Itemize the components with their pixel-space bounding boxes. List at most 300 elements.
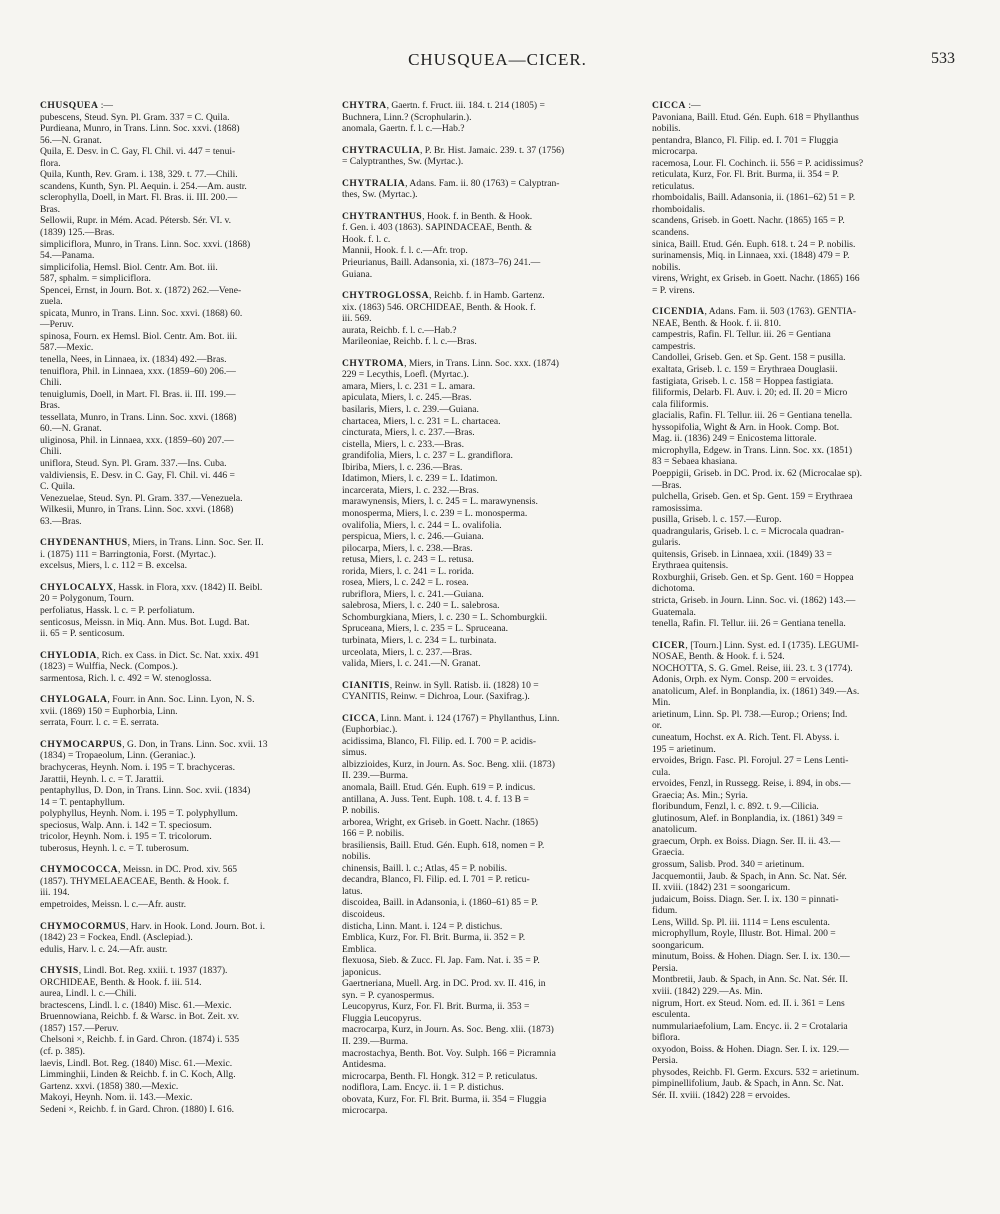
dictionary-entry bbox=[40, 694, 330, 729]
entry-citation: , Reichb. f. in Hamb. Gartenz. bbox=[429, 290, 545, 302]
entry-line: Spencei, Ernst, in Journ. Bot. x. (1872) 262.—Vene- bbox=[40, 284, 242, 296]
entry-line: anatolicum. bbox=[652, 824, 698, 836]
entry-line: senticosus, Meissn. in Miq. Ann. Mus. Bot. Lugd. Bat. bbox=[40, 616, 250, 628]
entry-line: sarmentosa, Rich. l. c. 492 = W. stenoglossa. bbox=[40, 672, 212, 684]
entry-line: quitensis, Griseb. in Linnaea, xxii. (1849) 33 = bbox=[652, 548, 832, 560]
entry-line: microcarpa, Benth. Fl. Hongk. 312 = P. reticulatus. bbox=[342, 1070, 538, 1082]
entry-line: II. 239.—Burma. bbox=[342, 770, 409, 782]
dictionary-entry bbox=[342, 358, 637, 670]
entry-line: decandra, Blanco, Fl. Filip. ed. I. 701 = P. reticu- bbox=[342, 874, 530, 886]
entry-line: uniflora, Steud. Syn. Pl. Gram. 337.—Ins. Cuba. bbox=[40, 457, 227, 469]
entry-line: tuberosus, Heynh. l. c. = T. tuberosum. bbox=[40, 842, 189, 854]
entry-heading-line bbox=[342, 358, 637, 370]
dictionary-entry bbox=[40, 582, 330, 640]
entry-line: iii. 569. bbox=[342, 313, 372, 325]
entry-line: 195 = arietinum. bbox=[652, 743, 716, 755]
entry-line: tessellata, Munro, in Trans. Linn. Soc. xxvi. (1868) bbox=[40, 411, 237, 423]
entry-line: cuneatum, Hochst. ex A. Rich. Tent. Fl. Abyss. i. bbox=[652, 731, 840, 743]
entry-line: tenella, Nees, in Linnaea, ix. (1834) 492.—Bras. bbox=[40, 354, 227, 366]
entry-line: syn. = P. cyanospermus. bbox=[342, 989, 435, 1001]
entry-line: rosea, Miers, l. c. 242 = L. rosea. bbox=[342, 577, 469, 589]
entry-line: Prieurianus, Baill. Adansonia, xi. (1873–76) 241.— bbox=[342, 257, 541, 269]
entry-line: brachyceras, Heynh. Nom. i. 195 = T. brachyceras. bbox=[40, 761, 235, 773]
entry-line: amara, Miers, l. c. 231 = L. amara. bbox=[342, 380, 476, 392]
entry-line: Sedeni ×, Reichb. f. in Gard. Chron. (1880) I. 616. bbox=[40, 1103, 235, 1115]
dictionary-entry bbox=[342, 713, 637, 1117]
entry-heading-line bbox=[342, 100, 637, 112]
entry-line: (1842) 23 = Fockea, Endl. (Asclepiad.). bbox=[40, 932, 193, 944]
entry-line: i. (1875) 111 = Barringtonia, Forst. (Myrtac.). bbox=[40, 548, 217, 560]
entry-line: glacialis, Rafin. Fl. Tellur. iii. 26 = Gentiana tenella. bbox=[652, 410, 853, 422]
genus-headword: CHYMOCORMUS bbox=[40, 920, 126, 932]
entry-line: nobilis. bbox=[342, 851, 371, 863]
entry-line: grandifolia, Miers, l. c. 237 = L. grandiflora. bbox=[342, 450, 513, 462]
entry-citation: :— bbox=[100, 100, 114, 111]
entry-citation: , Hook. f. in Benth. & Hook. bbox=[422, 210, 533, 222]
entry-line: tenella, Rafin. Fl. Tellur. iii. 26 = Gentiana tenella. bbox=[652, 618, 846, 630]
entry-line: xviii. (1842) 229.—As. Min. bbox=[652, 986, 763, 998]
dictionary-entry bbox=[342, 680, 637, 703]
entry-line: Fluggia Leucopyrus. bbox=[342, 1012, 422, 1024]
running-header bbox=[40, 50, 955, 74]
entry-line: simplicifolia, Hemsl. Biol. Centr. Am. Bot. iii. bbox=[40, 261, 218, 273]
entry-line: macrostachya, Benth. Bot. Voy. Sulph. 166 = Picramnia bbox=[342, 1047, 556, 1059]
entry-line: spicata, Munro, in Trans. Linn. Soc. xxvi. (1868) 60. bbox=[40, 307, 243, 319]
entry-heading-line bbox=[40, 864, 330, 876]
entry-heading-line bbox=[40, 582, 330, 594]
dictionary-entry bbox=[40, 100, 330, 527]
entry-line: Graecia. bbox=[652, 847, 685, 859]
entry-line: pentandra, Blanco, Fl. Filip. ed. I. 701 = Fluggia bbox=[652, 134, 839, 146]
entry-heading-line bbox=[40, 921, 330, 933]
entry-line: thes, Sw. (Myrtac.). bbox=[342, 189, 418, 201]
entry-line: stricta, Griseb. in Journ. Linn. Soc. vi. (1862) 143.— bbox=[652, 594, 856, 606]
entry-line: perspicua, Miers, l. c. 246.—Guiana. bbox=[342, 531, 484, 543]
genus-headword: CHYLOCALYX bbox=[40, 581, 114, 593]
entry-line: Pavoniana, Baill. Etud. Gén. Euph. 618 = Phyllanthus bbox=[652, 111, 859, 123]
entry-line: scandens. bbox=[652, 227, 690, 239]
entry-line: microphylla, Edgew. in Trans. Linn. Soc. xx. (1851) bbox=[652, 444, 853, 456]
entry-line: discoidea, Baill. in Adansonia, i. (1860–61) 85 = P. bbox=[342, 897, 538, 909]
dictionary-entry bbox=[40, 965, 330, 1115]
entry-citation: , P. Br. Hist. Jamaic. 239. t. 37 (1756) bbox=[420, 144, 565, 156]
genus-headword: CICENDIA bbox=[652, 306, 705, 318]
entry-line: anatolicum, Alef. in Bonplandia, ix. (1861) 349.—As. bbox=[652, 685, 860, 697]
entry-line: 83 = Sebaea khasiana. bbox=[652, 456, 738, 468]
genus-headword: CICCA bbox=[342, 712, 376, 724]
entry-line: nodiflora, Lam. Encyc. ii. 1 = P. distichus. bbox=[342, 1082, 504, 1094]
entry-line: 56.—N. Granat. bbox=[40, 134, 102, 146]
entry-line: ORCHIDEAE, Benth. & Hook. f. iii. 514. bbox=[40, 976, 202, 988]
entry-citation: , Hassk. in Flora, xxv. (1842) II. Beibl. bbox=[113, 581, 263, 593]
entry-line: f. Gen. i. 403 (1863). SAPINDACEAE, Benth. & bbox=[342, 222, 532, 234]
entry-line: Bras. bbox=[40, 400, 60, 412]
entry-line: microcarpa. bbox=[652, 146, 698, 158]
entry-line: Mag. ii. (1836) 249 = Enicostema littorale. bbox=[652, 433, 817, 445]
entry-line: iii. 194. bbox=[40, 887, 70, 899]
entry-line: filiformis, Delarb. Fl. Auv. i. 20; ed. II. 20 = Micro bbox=[652, 387, 848, 399]
entry-line: Jarattii, Heynh. l. c. = T. Jarattii. bbox=[40, 773, 164, 785]
entry-line: II. xviii. (1842) 231 = soongaricum. bbox=[652, 882, 791, 894]
dictionary-entry bbox=[40, 739, 330, 854]
entry-line: acidissima, Blanco, Fl. Filip. ed. I. 700 = P. acidis- bbox=[342, 735, 537, 747]
entry-line: tricolor, Heynh. Nom. i. 195 = T. tricolorum. bbox=[40, 831, 212, 843]
entry-line: sclerophylla, Doell, in Mart. Fl. Bras. ii. III. 200.— bbox=[40, 192, 238, 204]
genus-headword: CHYLODIA bbox=[40, 649, 97, 661]
genus-headword: CIANITIS bbox=[342, 679, 390, 691]
entry-line: (Euphorbiac.). bbox=[342, 724, 398, 736]
entry-line: aurea, Lindl. l. c.—Chili. bbox=[40, 988, 137, 1000]
entry-line: soongaricum. bbox=[652, 939, 704, 951]
entry-line: polyphyllus, Heynh. Nom. i. 195 = T. polyphyllum. bbox=[40, 808, 238, 820]
entry-line: 166 = P. nobilis. bbox=[342, 828, 405, 840]
entry-line: xvii. (1869) 150 = Euphorbia, Linn. bbox=[40, 705, 178, 717]
entry-line: 60.—N. Granat. bbox=[40, 423, 102, 435]
entry-line: Limminghii, Linden & Reichb. f. in C. Koch, Allg. bbox=[40, 1069, 236, 1081]
entry-line: valdiviensis, E. Desv. in C. Gay, Fl. Chil. vi. 446 = bbox=[40, 469, 235, 481]
entry-citation: , Harv. in Hook. Lond. Journ. Bot. i. bbox=[125, 920, 265, 932]
entry-line: Chelsoni ×, Reichb. f. in Gard. Chron. (1874) i. 535 bbox=[40, 1034, 240, 1046]
entry-citation: , Meissn. in DC. Prod. xiv. 565 bbox=[118, 864, 238, 876]
entry-line: arborea, Wright, ex Griseb. in Goett. Nachr. (1865) bbox=[342, 816, 539, 828]
entry-heading-line bbox=[40, 100, 330, 112]
entry-line: Roxburghii, Griseb. Gen. et Sp. Gent. 160 = Hoppea bbox=[652, 571, 854, 583]
entry-line: antillana, A. Juss. Tent. Euph. 108. t. 4. f. 13 B = bbox=[342, 793, 529, 805]
entry-line: discoideus. bbox=[342, 909, 385, 920]
entry-line: Persia. bbox=[652, 962, 678, 974]
entry-line: Erythraea quitensis. bbox=[652, 560, 729, 572]
entry-line: scandens, Kunth, Syn. Pl. Aequin. i. 254.—Am. austr. bbox=[40, 180, 247, 192]
entry-citation: , Lindl. Bot. Reg. xxiii. t. 1937 (1837). bbox=[78, 965, 228, 977]
entry-line: obovata, Kurz, For. Fl. Brit. Burma, ii. 354 = Fluggia bbox=[342, 1093, 547, 1105]
entry-line: empetroides, Meissn. l. c.—Afr. austr. bbox=[40, 899, 187, 910]
entry-heading-line bbox=[342, 211, 637, 223]
entry-line: fidum. bbox=[652, 905, 678, 917]
dictionary-entry bbox=[652, 100, 957, 296]
entry-citation: :— bbox=[688, 100, 701, 111]
entry-line: (1823) = Wulffia, Neck. (Compos.). bbox=[40, 661, 178, 673]
entry-line: apiculata, Miers, l. c. 245.—Bras. bbox=[342, 392, 472, 404]
entry-line: simus. bbox=[342, 747, 367, 759]
entry-line: 587.—Mexic. bbox=[40, 342, 94, 354]
dictionary-entry bbox=[652, 306, 957, 629]
entry-line: arietinum, Linn. Sp. Pl. 738.—Europ.; Oriens; Ind. bbox=[652, 708, 848, 720]
entry-line: C. Quila. bbox=[40, 481, 75, 493]
entry-line: basilaris, Miers, l. c. 239.—Guiana. bbox=[342, 404, 479, 416]
entry-line: reticulata, Kurz, For. Fl. Brit. Burma, ii. 354 = P. bbox=[652, 169, 839, 181]
entry-line: surinamensis, Miq. in Linnaea, xxi. (1848) 479 = P. bbox=[652, 250, 850, 262]
entry-line: Sellowii, Rupr. in Mém. Acad. Pétersb. Sér. VI. v. bbox=[40, 215, 232, 227]
entry-line: judaicum, Boiss. Diagn. Ser. I. ix. 130 = pinnati- bbox=[652, 893, 839, 905]
entry-line: reticulatus. bbox=[652, 180, 695, 192]
entry-line: Purdieana, Munro, in Trans. Linn. Soc. xxvi. (1868) bbox=[40, 123, 240, 135]
entry-line: esculenta. bbox=[652, 1009, 691, 1021]
entry-line: Bras. bbox=[40, 203, 60, 215]
entry-line: latus. bbox=[342, 885, 363, 897]
entry-line: incarcerata, Miers, l. c. 232.—Bras. bbox=[342, 484, 479, 496]
entry-line: gularis. bbox=[652, 537, 681, 549]
entry-line: (cf. p. 385). bbox=[40, 1046, 86, 1058]
entry-heading-line bbox=[342, 145, 637, 157]
entry-line: Schomburgkiana, Miers, l. c. 230 = L. Schomburgkii. bbox=[342, 611, 548, 623]
entry-heading-line bbox=[342, 178, 637, 190]
entry-line: glutinosum, Alef. in Bonplandia, ix. (1861) 349 = bbox=[652, 812, 843, 824]
entry-heading-line bbox=[652, 306, 957, 318]
entry-citation: , Adans. Fam. ii. 503 (1763). GENTIA- bbox=[704, 306, 857, 318]
entry-heading-line bbox=[40, 965, 330, 977]
entry-line: biflora. bbox=[652, 1032, 680, 1044]
entry-line: CYANITIS, Reinw. = Dichroa, Lour. (Saxifrag.). bbox=[342, 691, 530, 703]
entry-line: Ibiriba, Miers, l. c. 236.—Bras. bbox=[342, 461, 463, 473]
entry-line: nigrum, Hort. ex Steud. Nom. ed. II. i. 361 = Lens bbox=[652, 997, 845, 1009]
dictionary-entry bbox=[40, 864, 330, 910]
entry-line: chinensis, Baill. l. c.; Atlas, 45 = P. nobilis. bbox=[342, 862, 508, 874]
entry-line: Hook. f. l. c. bbox=[342, 233, 391, 245]
genus-headword: CHYMOCARPUS bbox=[40, 738, 123, 750]
entry-line: P. nobilis. bbox=[342, 805, 380, 817]
entry-line: cala filiformis. bbox=[652, 398, 709, 410]
column-2 bbox=[342, 100, 637, 1127]
entry-line: microcarpa. bbox=[342, 1105, 388, 1117]
entry-line: urceolata, Miers, l. c. 237.—Bras. bbox=[342, 646, 473, 658]
entry-line: Emblica. bbox=[342, 943, 377, 955]
dictionary-entry bbox=[40, 650, 330, 685]
page-number: 533 bbox=[931, 50, 955, 67]
entry-line: pubescens, Steud. Syn. Pl. Gram. 337 = C. Quila. bbox=[40, 111, 230, 123]
entry-line: monosperma, Miers, l. c. 239 = L. monosperma. bbox=[342, 507, 528, 519]
entry-line: ramosissima. bbox=[652, 502, 703, 514]
entry-line: 14 = T. pentaphyllum. bbox=[40, 796, 125, 808]
entry-line: 54.—Panama. bbox=[40, 250, 95, 262]
entry-line: NEAE, Benth. & Hook. f. ii. 810. bbox=[652, 317, 781, 329]
entry-line: microphyllum, Royle, Illustr. Bot. Himal. 200 = bbox=[652, 928, 836, 940]
entry-line: Lens, Willd. Sp. Pl. iii. 1114 = Lens esculenta. bbox=[652, 916, 830, 928]
entry-line: Adonis, Orph. ex Nym. Consp. 200 = ervoides. bbox=[652, 674, 834, 686]
entry-line: zuela. bbox=[40, 296, 63, 308]
genus-headword: CICER bbox=[652, 639, 686, 651]
entry-line: brasiliensis, Baill. Etud. Gén. Euph. 618, nomen = P. bbox=[342, 839, 545, 851]
genus-headword: CHYSIS bbox=[40, 965, 79, 977]
entry-line: macrocarpa, Kurz, in Journ. As. Soc. Beng. xlii. (1873) bbox=[342, 1024, 554, 1036]
entry-line: exaltata, Griseb. l. c. 159 = Erythraea Douglasii. bbox=[652, 364, 838, 376]
entry-line: tenuiglumis, Doell, in Mart. Fl. Bras. ii. III. 199.— bbox=[40, 388, 236, 400]
genus-headword: CHYLOGALA bbox=[40, 694, 108, 706]
entry-line: scandens, Griseb. in Goett. Nachr. (1865) 165 = P. bbox=[652, 215, 845, 227]
entry-line: campestris, Rafin. Fl. Tellur. iii. 26 = Gentiana bbox=[652, 329, 831, 341]
entry-line: racemosa, Lour. Fl. Cochinch. ii. 556 = P. acidissimus? bbox=[652, 157, 864, 169]
entry-line: pilocarpa, Miers, l. c. 238.—Bras. bbox=[342, 542, 473, 554]
entry-line: or. bbox=[652, 720, 662, 732]
entry-line: rorida, Miers, l. c. 241 = L. rorida. bbox=[342, 565, 474, 577]
entry-heading-line bbox=[40, 739, 330, 751]
entry-line: virens, Wright, ex Griseb. in Goett. Nachr. (1865) 166 bbox=[652, 273, 860, 285]
entry-line: Quila, Kunth, Rev. Gram. i. 138, 329. t. 77.—Chili. bbox=[40, 169, 238, 181]
dictionary-entry bbox=[342, 178, 637, 201]
entry-line: japonicus. bbox=[342, 966, 382, 978]
entry-citation: , [Tourn.] Linn. Syst. ed. I (1735). LEGUMI- bbox=[685, 639, 859, 651]
entry-line: physodes, Reichb. Fl. Germ. Excurs. 532 = arietinum. bbox=[652, 1066, 860, 1078]
entry-line: Spruceana, Miers, l. c. 235 = L. Spruceana. bbox=[342, 623, 509, 635]
entry-line: minutum, Boiss. & Hohen. Diagn. Ser. I. ix. 130.— bbox=[652, 951, 850, 963]
genus-headword: CICCA bbox=[652, 100, 689, 111]
entry-line: Marileoniae, Reichb. f. l. c.—Bras. bbox=[342, 336, 477, 348]
entry-citation: , Miers, in Trans. Linn. Soc. Ser. II. bbox=[127, 537, 264, 549]
entry-line: Sér. II. xviii. (1842) 228 = ervoides. bbox=[652, 1089, 791, 1101]
entry-line: (1839) 125.—Bras. bbox=[40, 227, 115, 239]
entry-line: oxyodon, Boiss. & Hohen. Diagn. Ser. I. ix. 129.— bbox=[652, 1043, 849, 1055]
entry-line: dichotoma. bbox=[652, 583, 695, 595]
genus-headword: CHYTRALIA bbox=[342, 177, 406, 189]
dictionary-entry bbox=[342, 100, 637, 135]
entry-line: floribundum, Fenzl, l. c. 892. t. 9.—Cilicia. bbox=[652, 801, 819, 813]
entry-line: spinosa, Fourn. ex Hemsl. Biol. Centr. Am. Bot. iii. bbox=[40, 330, 238, 342]
column-3 bbox=[652, 100, 957, 1111]
entry-line: tenuiflora, Phil. in Linnaea, xxx. (1859–60) 206.— bbox=[40, 365, 236, 377]
entry-citation: , Linn. Mant. i. 124 (1767) = Phyllanthus, Linn. bbox=[375, 712, 560, 724]
entry-heading-line bbox=[342, 290, 637, 302]
dictionary-entry bbox=[342, 145, 637, 168]
entry-line: nummulariaefolium, Lam. Encyc. ii. 2 = Crotalaria bbox=[652, 1020, 848, 1032]
entry-line: simpliciflora, Munro, in Trans. Linn. Soc. xxvi. (1868) bbox=[40, 238, 251, 250]
entry-line: (1857) 157.—Peruv. bbox=[40, 1022, 119, 1034]
entry-line: Guatemala. bbox=[652, 606, 696, 618]
entry-line: Graecia; As. Min.; Syria. bbox=[652, 789, 748, 801]
entry-line: xix. (1863) 546. ORCHIDEAE, Benth. & Hook. f. bbox=[342, 301, 536, 313]
genus-headword: CHYMOCOCCA bbox=[40, 864, 119, 876]
entry-line: ervoides, Brign. Fasc. Pl. Forojul. 27 = Lens Lenti- bbox=[652, 755, 849, 767]
entry-line: perfoliatus, Hassk. l. c. = P. perfoliatum. bbox=[40, 604, 195, 616]
running-title: CHUSQUEA—CICER. bbox=[408, 50, 587, 69]
entry-line: Chili. bbox=[40, 446, 62, 458]
entry-line: Min. bbox=[652, 697, 671, 709]
entry-line: Bruennowiana, Reichb. f. & Warsc. in Bot. Zeit. xv. bbox=[40, 1011, 240, 1023]
genus-headword: CHYTRA bbox=[342, 100, 387, 111]
genus-headword: CHYTRACULIA bbox=[342, 144, 420, 156]
entry-citation: , Gaertn. f. Fruct. iii. 184. t. 214 (1805) = bbox=[386, 100, 545, 111]
entry-line: 587, sphalm. = simpliciflora. bbox=[40, 273, 151, 285]
entry-line: anomala, Baill. Etud. Gén. Euph. 619 = P. indicus. bbox=[342, 781, 536, 793]
entry-line: ii. 65 = P. senticosum. bbox=[40, 628, 125, 640]
entry-line: Montbretii, Jaub. & Spach, in Ann. Sc. Nat. Sér. II. bbox=[652, 974, 848, 986]
entry-line: Persia. bbox=[652, 1055, 678, 1067]
dictionary-entry bbox=[342, 290, 637, 348]
entry-line: ovalifolia, Miers, l. c. 244 = L. ovalifolia. bbox=[342, 519, 502, 531]
entry-line: (1834) = Tropaeolum, Linn. (Geraniac.). bbox=[40, 750, 196, 762]
entry-heading-line bbox=[40, 650, 330, 662]
entry-line: II. 239.—Burma. bbox=[342, 1036, 409, 1048]
entry-line: aurata, Reichb. f. l. c.—Hab.? bbox=[342, 324, 457, 336]
entry-line: grossum, Salisb. Prod. 340 = arietinum. bbox=[652, 859, 805, 870]
entry-line: (1857). THYMELAEACEAE, Benth. & Hook. f. bbox=[40, 875, 230, 887]
entry-line: anomala, Gaertn. f. l. c.—Hab.? bbox=[342, 123, 465, 135]
entry-line: Gaertneriana, Muell. Arg. in DC. Prod. xv. II. 416, in bbox=[342, 978, 546, 990]
entry-citation: , Fourr. in Ann. Soc. Linn. Lyon, N. S. bbox=[107, 694, 255, 706]
entry-line: campestris. bbox=[652, 340, 696, 352]
genus-headword: CHUSQUEA bbox=[40, 100, 101, 111]
dictionary-entry bbox=[342, 211, 637, 280]
entry-line: Gartenz. xxvi. (1858) 380.—Mexic. bbox=[40, 1080, 179, 1092]
dictionary-entry bbox=[40, 921, 330, 956]
genus-headword: CHYTROMA bbox=[342, 357, 405, 369]
entry-line: quadrangularis, Griseb. l. c. = Microcala quadran- bbox=[652, 525, 844, 537]
entry-line: turbinata, Miers, l. c. 234 = L. turbinata. bbox=[342, 634, 497, 646]
entry-line: fastigiata, Griseb. l. c. 158 = Hoppea fastigiata. bbox=[652, 375, 834, 387]
entry-heading-line bbox=[40, 537, 330, 549]
entry-line: cincturata, Miers, l. c. 237.—Bras. bbox=[342, 427, 475, 439]
entry-line: Candollei, Griseb. Gen. et Sp. Gent. 158 = pusilla. bbox=[652, 352, 846, 364]
entry-citation: , Adans. Fam. ii. 80 (1763) = Calyptran- bbox=[405, 177, 560, 189]
entry-citation: , G. Don, in Trans. Linn. Soc. xvii. 13 bbox=[122, 738, 268, 750]
genus-headword: CHYTROGLOSSA bbox=[342, 290, 430, 302]
dictionary-entry bbox=[40, 537, 330, 572]
entry-line: hyssopifolia, Wight & Arn. in Hook. Comp. Bot. bbox=[652, 421, 840, 433]
entry-line: Quila, E. Desv. in C. Gay, Fl. Chil. vi. 447 = tenui- bbox=[40, 146, 236, 158]
entry-line: speciosus, Walp. Ann. i. 142 = T. speciosum. bbox=[40, 819, 212, 831]
entry-line: Guiana. bbox=[342, 268, 373, 280]
entry-line: Emblica, Kurz, For. Fl. Brit. Burma, ii. 352 = P. bbox=[342, 932, 526, 944]
entry-line: valida, Miers, l. c. 241.—N. Granat. bbox=[342, 658, 481, 670]
entry-line: excelsus, Miers, l. c. 112 = B. excelsa. bbox=[40, 560, 188, 572]
entry-line: —Bras. bbox=[652, 479, 682, 491]
entry-citation: , Miers, in Trans. Linn. Soc. xxx. (1874) bbox=[404, 357, 559, 369]
entry-line: flora. bbox=[40, 157, 61, 169]
entry-line: Venezuelae, Steud. Syn. Pl. Gram. 337.—Venezuela. bbox=[40, 492, 243, 504]
entry-line: nobilis. bbox=[652, 261, 681, 273]
entry-line: pentaphyllus, D. Don, in Trans. Linn. Soc. xvii. (1834) bbox=[40, 785, 251, 797]
entry-line: pusilla, Griseb. l. c. 157.—Europ. bbox=[652, 514, 782, 526]
entry-line: rubriflora, Miers, l. c. 241.—Guiana. bbox=[342, 588, 484, 600]
entry-line: 20 = Polygonum, Tourn. bbox=[40, 593, 134, 605]
entry-line: 229 = Lecythis, Loefl. (Myrtac.). bbox=[342, 369, 469, 381]
entry-line: edulis, Harv. l. c. 24.—Afr. austr. bbox=[40, 943, 168, 955]
entry-line: flexuosa, Sieb. & Zucc. Fl. Jap. Fam. Nat. i. 35 = P. bbox=[342, 955, 540, 967]
entry-line: = Calyptranthes, Sw. (Myrtac.). bbox=[342, 156, 464, 168]
entry-line: salebrosa, Miers, l. c. 240 = L. salebrosa. bbox=[342, 600, 500, 612]
entry-line: pulchella, Griseb. Gen. et Sp. Gent. 159 = Erythraea bbox=[652, 491, 853, 503]
entry-line: 63.—Bras. bbox=[40, 515, 82, 527]
entry-line: rhomboidalis, Baill. Adansonia, ii. (1861–62) 51 = P. bbox=[652, 192, 856, 204]
entry-line: marawynensis, Miers, l. c. 245 = L. marawynensis. bbox=[342, 496, 538, 508]
genus-headword: CHYDENANTHUS bbox=[40, 537, 128, 549]
entry-line: Buchnera, Linn.? (Scrophularin.). bbox=[342, 111, 472, 123]
entry-line: NOCHOTTA, S. G. Gmel. Reise, iii. 23. t. 3 (1774). bbox=[652, 662, 853, 674]
entry-heading-line bbox=[40, 694, 330, 706]
entry-citation: , Reinw. in Syll. Ratisb. ii. (1828) 10 = bbox=[389, 679, 539, 691]
entry-heading-line bbox=[342, 713, 637, 725]
entry-line: Makoyi, Heynh. Nom. ii. 143.—Mexic. bbox=[40, 1092, 193, 1104]
entry-line: Idatimon, Miers, l. c. 239 = L. Idatimon. bbox=[342, 473, 498, 485]
entry-line: rhomboidalis. bbox=[652, 203, 706, 215]
entry-line: Mannii, Hook. f. l. c.—Afr. trop. bbox=[342, 245, 468, 257]
column-1 bbox=[40, 100, 330, 1125]
dictionary-entry bbox=[652, 640, 957, 1102]
entry-line: laevis, Lindl. Bot. Reg. (1840) Misc. 61.—Mexic. bbox=[40, 1057, 233, 1069]
entry-line: albizzioides, Kurz, in Journ. As. Soc. Beng. xlii. (1873) bbox=[342, 758, 555, 770]
entry-line: —Peruv. bbox=[40, 319, 74, 331]
entry-line: Wilkesii, Munro, in Trans. Linn. Soc. xxvi. (1868) bbox=[40, 504, 234, 516]
entry-line: pimpinellifolium, Jaub. & Spach, in Ann. Sc. Nat. bbox=[652, 1078, 844, 1090]
entry-line: ervoides, Fenzl, in Russegg. Reise, i. 894, in obs.— bbox=[652, 778, 851, 790]
entry-line: serrata, Fourr. l. c. = E. serrata. bbox=[40, 717, 159, 729]
entry-line: uliginosa, Phil. in Linnaea, xxx. (1859–60) 207.— bbox=[40, 434, 234, 446]
entry-line: cula. bbox=[652, 766, 671, 778]
entry-line: Leucopyrus, Kurz, For. Fl. Brit. Burma, ii. 353 = bbox=[342, 1001, 530, 1013]
entry-citation: , Rich. ex Cass. in Dict. Sc. Nat. xxix. 491 bbox=[96, 649, 260, 661]
entry-line: Antidesma. bbox=[342, 1059, 386, 1071]
entry-line: retusa, Miers, l. c. 243 = L. retusa. bbox=[342, 554, 474, 566]
entry-line: sinica, Baill. Etud. Gén. Euph. 618. t. 24 = P. nobilis. bbox=[652, 238, 856, 250]
entry-line: nobilis. bbox=[652, 123, 681, 135]
